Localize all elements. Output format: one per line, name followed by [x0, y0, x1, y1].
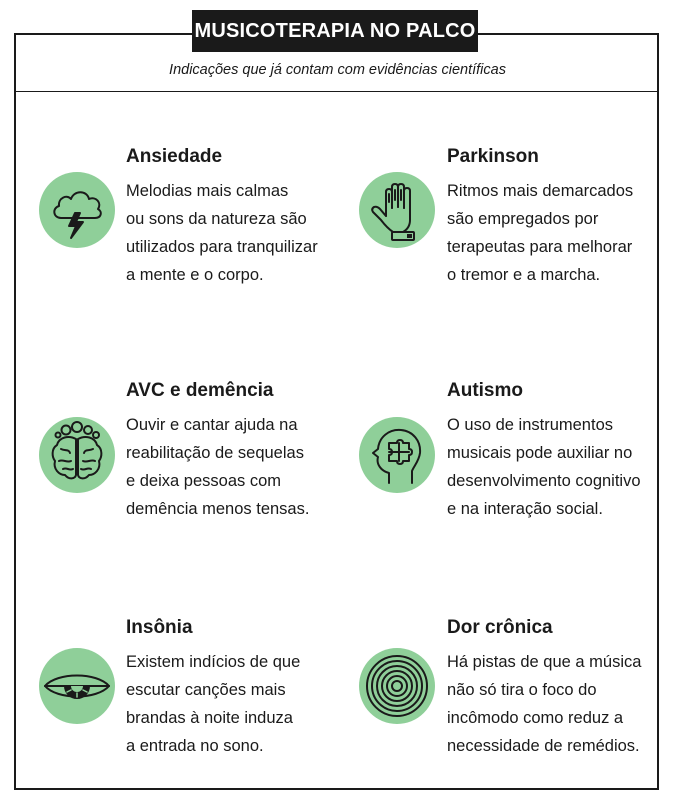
indication-title: Ansiedade	[126, 146, 223, 167]
storm-cloud-icon	[39, 172, 115, 248]
indication-text: Melodias mais calmas ou sons da natureza são utilizados para tranquilizar a mente e o corpo.	[126, 182, 318, 284]
shaking-hand-icon	[359, 172, 435, 248]
indication-text: Ouvir e cantar ajuda na reabilitação de sequelas e deixa pessoas com demência menos tensas.	[126, 416, 310, 518]
indication-title: Autismo	[447, 380, 523, 401]
eye-icon	[39, 648, 115, 724]
indication-title: AVC e demência	[126, 380, 274, 401]
indication-text: O uso de instrumentos musicais pode auxiliar no desenvolvimento cognitivo e na interação social.	[447, 416, 641, 518]
page-title: MUSICOTERAPIA NO PALCO	[192, 10, 478, 52]
indication-title: Insônia	[126, 617, 193, 638]
header-divider	[16, 91, 657, 92]
head-puzzle-icon	[359, 417, 435, 493]
indication-text: Ritmos mais demarcados são empregados por terapeutas para melhorar o tremor e a marcha.	[447, 182, 634, 284]
indication-title: Parkinson	[447, 146, 539, 167]
indication-text: Há pistas de que a música não só tira o foco do incômodo como reduz a necessidade de remédios.	[447, 653, 642, 755]
indication-title: Dor crônica	[447, 617, 553, 638]
page-subtitle: Indicações que já contam com evidências científicas	[169, 62, 506, 78]
brain-icon	[39, 417, 115, 493]
concentric-circles-icon	[359, 648, 435, 724]
indication-text: Existem indícios de que escutar canções mais brandas à noite induza a entrada no sono.	[126, 653, 301, 755]
